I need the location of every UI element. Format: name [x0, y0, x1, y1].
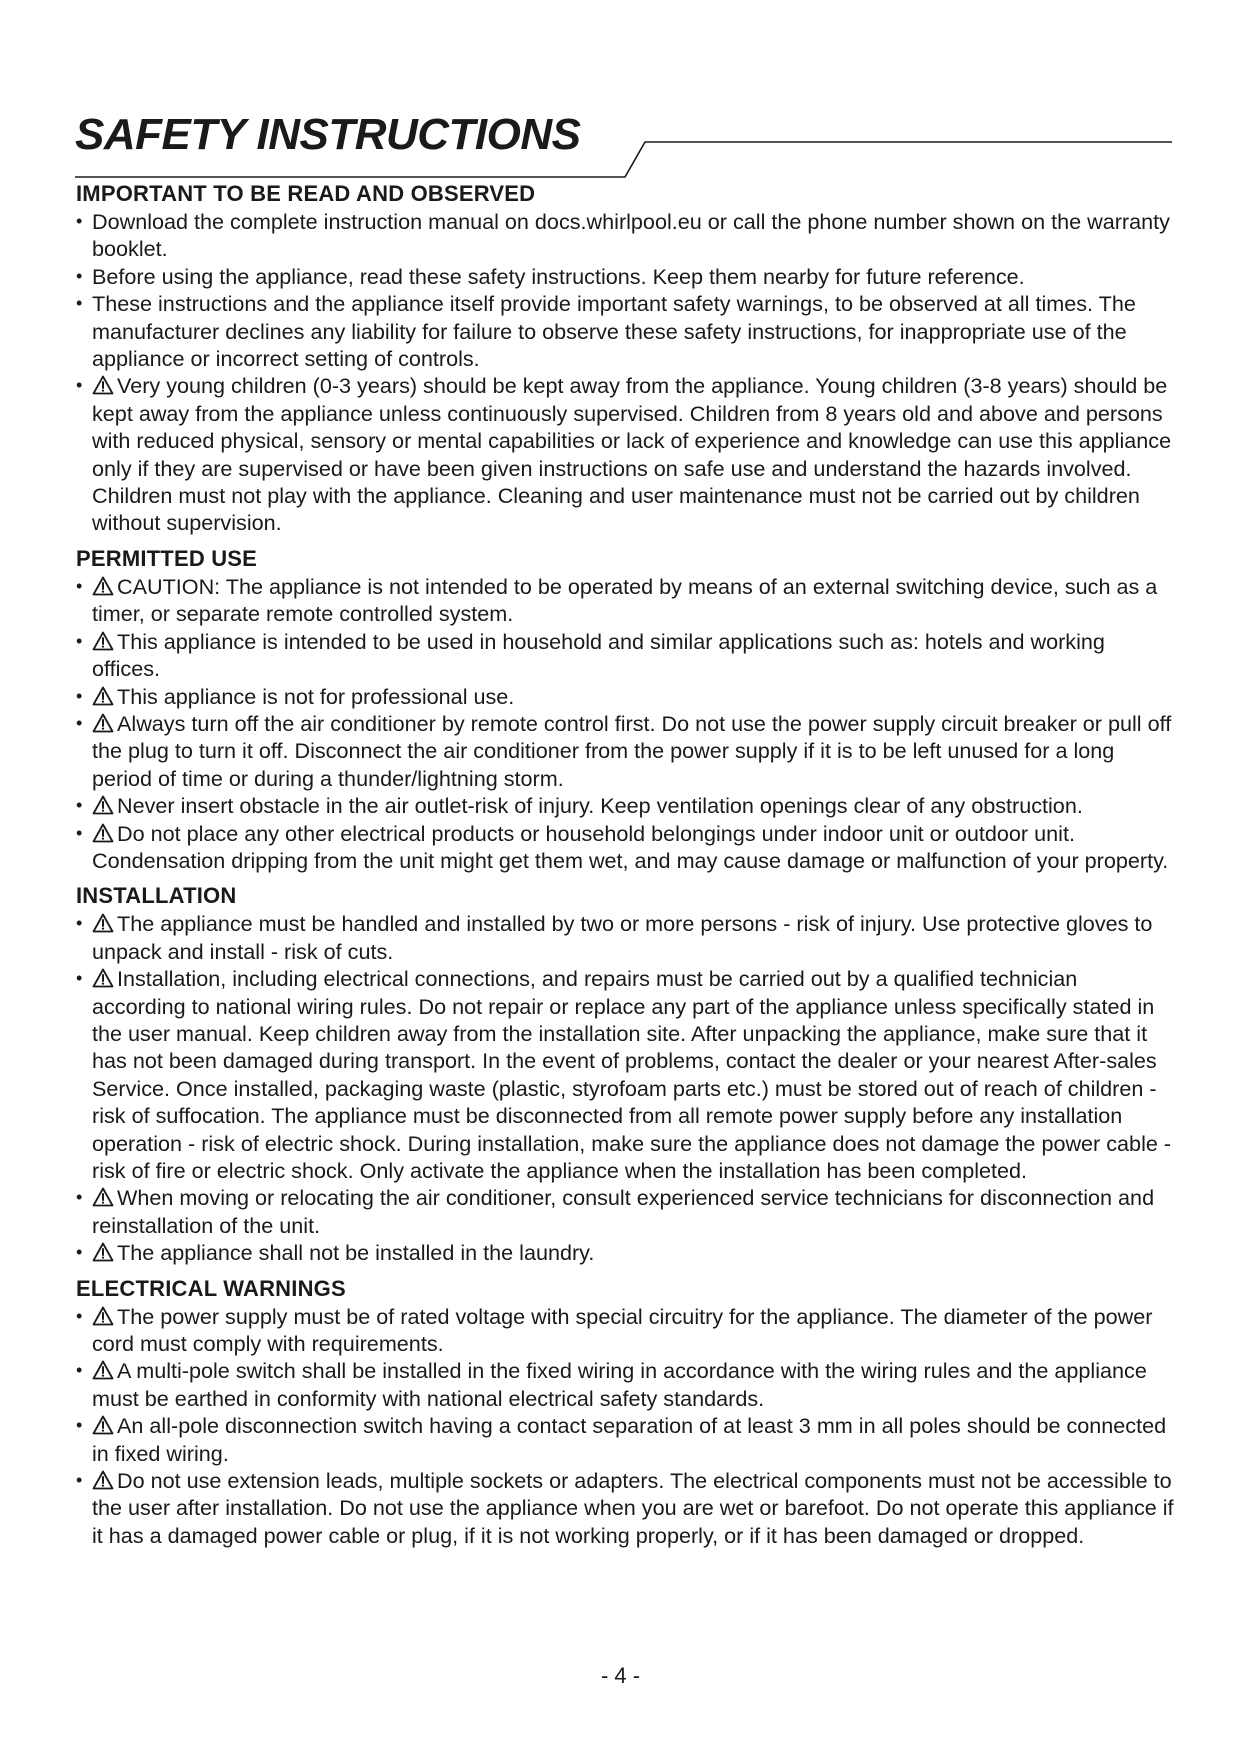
bullet-marker: •: [76, 712, 83, 733]
instruction-item: [76, 573, 1176, 628]
section-heading: ELECTRICAL WARNINGS: [76, 1275, 346, 1301]
instruction-text: This appliance is intended to be used in household and similar applications such as: hotels and working offices.: [92, 628, 1105, 682]
title-block: [75, 110, 1175, 182]
instruction-text: Do not place any other electrical products or household belongings under indoor unit or outdoor unit. Condensation dripping from the unit might get them wet, and may cause damage or malfunction of your property.: [92, 820, 1169, 873]
bullet-marker: •: [76, 375, 83, 396]
section-heading: INSTALLATION: [76, 883, 237, 909]
bullet-marker: •: [76, 685, 83, 706]
warning-triangle-icon: [92, 823, 114, 843]
section: [76, 1275, 1176, 1550]
bullet-marker: •: [76, 1242, 83, 1263]
warning-triangle-icon: [92, 1242, 114, 1262]
bullet-marker: •: [76, 968, 83, 989]
instruction-item: [76, 965, 1176, 1184]
section: [76, 545, 1176, 874]
page-title: SAFETY INSTRUCTIONS: [75, 110, 581, 159]
instruction-text: Installation, including electrical connections, and repairs must be carried out by a qualified technician according to national wiring rules. Do not repair or replace any part of the appliance unless specifically stated in the user manual. Keep children away from the installation site. After unpacking the appliance, make sure that it has not been damaged during transport. In the event of problems, contact the dealer or your nearest After-sales Service. Once installed, packaging waste (plastic, styrofoam parts etc.) must be stored out of reach of children - risk of suffocation. The appliance must be disconnected from all remote power supply before any installation operation - risk of electric shock. During installation, make sure the appliance does not damage the power cable - risk of fire or electric shock. Only activate the appliance when the installation has been completed.: [92, 966, 1172, 1183]
instruction-text: Always turn off the air conditioner by remote control first. Do not use the power supply circuit breaker or pull off the plug to turn it off. Disconnect the air conditioner from the power supply if it is to be left unused for a long period of time or during a thunder/lightning storm.: [92, 710, 1172, 791]
instruction-item: [76, 910, 1176, 965]
instruction-item: [76, 208, 1176, 263]
instruction-item: [76, 263, 1176, 290]
warning-triangle-icon: [92, 1187, 114, 1207]
bullet-marker: •: [76, 211, 83, 231]
bullet-marker: •: [76, 1360, 83, 1381]
instruction-item: [76, 1467, 1176, 1549]
bullet-marker: •: [76, 630, 83, 651]
bullet-marker: •: [76, 293, 83, 314]
instruction-item: [76, 1184, 1176, 1239]
warning-triangle-icon: [92, 1360, 114, 1380]
bullet-marker: •: [76, 1305, 83, 1326]
warning-triangle-icon: [92, 913, 114, 933]
instruction-text: Very young children (0-3 years) should be kept away from the appliance. Young children (3-8 years) should be kept away from the appliance unless continuously supervised. Children from 8 years old and above and persons with reduced physical, sensory or mental capabilities or lack of experience and knowledge can use this appliance only if they are supervised or have been given instructions on safe use and understand the hazards involved. Children must not play with the appliance. Cleaning and user maintenance must not be carried out by children without supervision.: [92, 373, 1172, 536]
instruction-item: [76, 1239, 1176, 1266]
warning-triangle-icon: [92, 576, 114, 596]
bullet-marker: •: [76, 795, 83, 816]
instruction-text: This appliance is not for professional use.: [117, 683, 515, 709]
section: [76, 882, 1176, 1266]
instruction-list: [76, 573, 1176, 874]
instruction-item: [76, 1412, 1176, 1467]
warning-triangle-icon: [92, 686, 114, 706]
instruction-item: [76, 820, 1176, 875]
warning-triangle-icon: [92, 713, 114, 733]
warning-triangle-icon: [92, 1306, 114, 1326]
instruction-text: An all-pole disconnection switch having a contact separation of at least 3 mm in all poles should be connected in fixed wiring.: [92, 1413, 1167, 1466]
instruction-text: A multi-pole switch shall be installed in the fixed wiring in accordance with the wiring rules and the appliance must be earthed in conformity with national electrical safety standards.: [92, 1358, 1147, 1411]
instruction-text: CAUTION: The appliance is not intended to be operated by means of an external switching device, such as a timer, or separate remote controlled system.: [92, 573, 1158, 627]
bullet-marker: •: [76, 1415, 83, 1436]
bullet-marker: •: [76, 575, 83, 596]
instruction-item: [76, 1357, 1176, 1412]
warning-triangle-icon: [92, 968, 114, 988]
warning-triangle-icon: [92, 631, 114, 651]
bullet-marker: •: [76, 1470, 83, 1491]
section-heading: PERMITTED USE: [76, 545, 258, 571]
warning-triangle-icon: [92, 1415, 114, 1435]
instruction-text: Download the complete instruction manual on docs.whirlpool.eu or call the phone number shown on the warranty booklet.: [92, 209, 1170, 262]
instruction-item: [76, 1303, 1176, 1358]
instruction-list: [76, 208, 1176, 537]
bullet-marker: •: [76, 265, 83, 286]
instruction-list: [76, 910, 1176, 1266]
bullet-marker: •: [76, 913, 83, 934]
instruction-text: The power supply must be of rated voltage with special circuitry for the appliance. The diameter of the power cord must comply with requirements.: [92, 1303, 1153, 1357]
instruction-item: [76, 792, 1176, 819]
instructions-content: [76, 180, 1176, 1549]
bullet-marker: •: [76, 1187, 83, 1208]
instruction-item: [76, 710, 1176, 792]
bullet-marker: •: [76, 822, 83, 843]
instruction-list: [76, 1303, 1176, 1550]
instruction-text: These instructions and the appliance itself provide important safety warnings, to be observed at all times. The manufacturer declines any liability for failure to observe these safety instructions, for inappropriate use of the appliance or incorrect setting of controls.: [92, 291, 1136, 372]
instruction-item: [76, 683, 1176, 710]
warning-triangle-icon: [92, 375, 114, 395]
warning-triangle-icon: [92, 1470, 114, 1490]
instruction-item: [76, 628, 1176, 683]
instruction-item: [76, 372, 1176, 536]
section-heading: IMPORTANT TO BE READ AND OBSERVED: [76, 181, 536, 206]
instruction-item: [76, 290, 1176, 372]
section: [76, 180, 1176, 537]
instruction-text: When moving or relocating the air conditioner, consult experienced service technicians for disconnection and reinstallation of the unit.: [92, 1185, 1155, 1238]
warning-triangle-icon: [92, 795, 114, 815]
instruction-text: Never insert obstacle in the air outlet-risk of injury. Keep ventilation openings clear of any obstruction.: [117, 793, 1083, 819]
instruction-text: The appliance shall not be installed in the laundry.: [117, 1240, 595, 1266]
instruction-text: Do not use extension leads, multiple sockets or adapters. The electrical components must not be accessible to the user after installation. Do not use the appliance when you are wet or barefoot. Do not operate this appliance if it has a damaged power cable or plug, if it is not working properly, or if it has been damaged or dropped.: [92, 1468, 1174, 1548]
page-number: - 4 -: [600, 1663, 641, 1688]
instruction-text: Before using the appliance, read these safety instructions. Keep them nearby for future reference.: [92, 263, 1025, 289]
instruction-text: The appliance must be handled and installed by two or more persons - risk of injury. Use protective gloves to unpack and install - risk of cuts.: [92, 911, 1153, 964]
